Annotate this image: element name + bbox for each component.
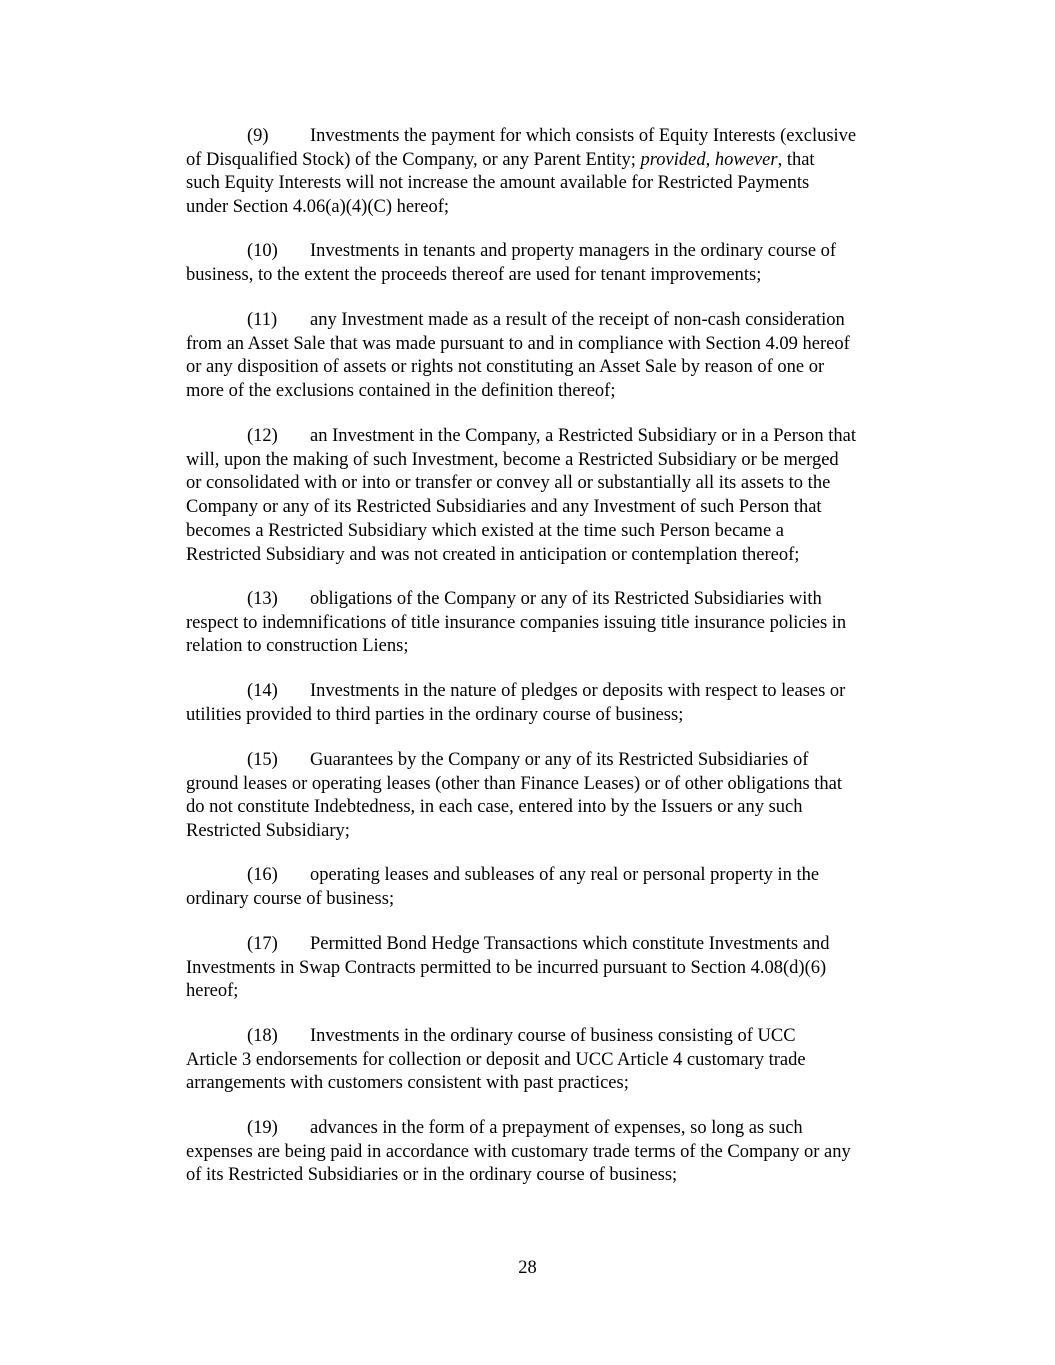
clause-12: (12) an Investment in the Company, a Restricted Subsidiary or in a Person that will, upon the making of such Investment, become a Restricted Subsidiary or be merged or consolidated with or into or transfer or convey all or substantially all its assets to the Company or any of its Restricted Subsidiaries and any Investment of such Person that becomes a Restricted Subsidiary which existed at the time such Person became a Restricted Subsidiary and was not created in anticipation or contemplation thereof; — [186, 426, 856, 565]
clause-number: (10) — [247, 241, 278, 261]
clause-17: (17) Permitted Bond Hedge Transactions which constitute Investments and Investments in Swap Contracts permitted to be incurred pursuant to Section 4.08(d)(6) hereof; — [186, 934, 830, 1002]
clause-number: (17) — [247, 934, 278, 954]
clause-10: (10) Investments in tenants and property managers in the ordinary course of business, to the extent the proceeds thereof are used for tenant improvements; — [186, 241, 837, 285]
clause-11: (11) any Investment made as a result of the receipt of non-cash consideration from an Asset Sale that was made pursuant to and in compliance with Section 4.09 hereof or any disposition of assets or rights not constituting an Asset Sale by reason of one or more of the exclusions contained in the definition thereof; — [186, 310, 850, 402]
clause-number: (9) — [247, 126, 269, 146]
emphasis-however: however — [714, 149, 778, 170]
clause-number: (14) — [247, 681, 278, 701]
clause-18: (18) Investments in the ordinary course of business consisting of UCC Article 3 endorsements for collection or deposit and UCC Article 4 customary trade arrangements with customers consistent with past practices; — [186, 1026, 806, 1094]
emphasis-provided: provided — [640, 149, 706, 170]
clause-16: (16) operating leases and subleases of any real or personal property in the ordinary course of business; — [186, 865, 820, 909]
clause-number: (13) — [247, 589, 278, 609]
page-number: 28 — [518, 1258, 537, 1278]
clause-number: (11) — [247, 310, 278, 330]
clause-9: (9) Investments the payment for which consists of Equity Interests (exclusive of Disqualified Stock) of the Company, or any Parent Entity; provided, however, that such Equity Interests will not increase the amount available for Restricted Payments under Section 4.06(a)(4)(C) hereof; — [186, 126, 857, 218]
clause-15: (15) Guarantees by the Company or any of its Restricted Subsidiaries of ground leases or operating leases (other than Finance Leases) or of other obligations that do not constitute Indebtedness, in each case, entered into by the Issuers or any such Restricted Subsidiary; — [186, 750, 843, 842]
clause-number: (18) — [247, 1026, 278, 1046]
clause-13: (13) obligations of the Company or any of its Restricted Subsidiaries with respect to indemnifications of title insurance companies issuing title insurance policies in relation to construction Liens; — [186, 589, 847, 657]
clause-19: (19) advances in the form of a prepayment of expenses, so long as such expenses are being paid in accordance with customary trade terms of the Company or any of its Restricted Subsidiaries or in the ordinary course of business; — [186, 1118, 851, 1186]
clause-14: (14) Investments in the nature of pledges or deposits with respect to leases or utilities provided to third parties in the ordinary course of business; — [186, 681, 846, 725]
clause-number: (15) — [247, 750, 278, 770]
clause-number: (19) — [247, 1118, 278, 1138]
clause-number: (16) — [247, 865, 278, 885]
clause-number: (12) — [247, 426, 278, 446]
